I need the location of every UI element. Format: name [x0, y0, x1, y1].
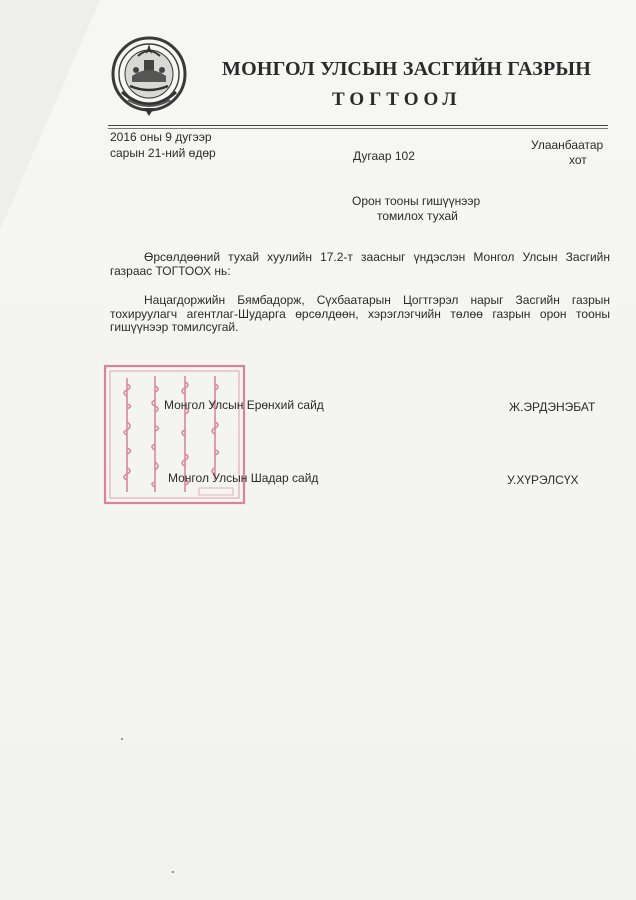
date-line-1: 2016 оны 9 дугээр — [110, 130, 212, 144]
scan-speck — [121, 738, 123, 740]
mongolia-state-emblem-icon — [108, 34, 190, 118]
subject-line-1: Орон тооны гишүүнээр — [352, 194, 481, 208]
city-line-1: Улаанбаатар — [531, 138, 604, 152]
signatory-name-1: Ж.ЭРДЭНЭБАТ — [509, 400, 596, 414]
document-type-title: ТОГТООЛ — [332, 89, 462, 110]
city-line-2: хот — [569, 153, 587, 167]
signatory-name-2: У.ХҮРЭЛСҮХ — [507, 473, 579, 487]
header-rule-thin — [108, 128, 608, 129]
body-paragraph-1 — [110, 251, 610, 278]
decree-number: Дугаар 102 — [353, 149, 415, 163]
subject-line-2: томилох тухай — [377, 209, 458, 223]
government-title: МОНГОЛ УЛСЫН ЗАСГИЙН ГАЗРЫН — [222, 58, 591, 80]
scan-speck — [172, 871, 174, 873]
signatory-title-2: Монгол Улсын Шадар сайд — [168, 471, 319, 485]
signatory-title-1: Монгол Улсын Ерөнхий сайд — [164, 398, 324, 412]
body-paragraph-2-text: Нацагдоржийн Бямбадорж, Сүхбаатарын Цогтгэрэл нарыг Засгийн газрын тохируулагч агентлаг-Шударга өрсөлдөөн, хэрэглэгчийн төлөө газрын орон тооны гишүүнээр томилсугай. — [110, 293, 610, 334]
header-rule — [108, 125, 608, 126]
body-paragraph-2 — [110, 294, 610, 335]
body-paragraph-1-text: Өрсөлдөөний тухай хуулийн 17.2-т заасныг үндэслэн Монгол Улсын Засгийн газраас ТОГТООХ нь: — [110, 250, 610, 278]
date-line-2: сарын 21-ний өдөр — [110, 146, 216, 160]
page-fold-shadow — [0, 0, 100, 230]
